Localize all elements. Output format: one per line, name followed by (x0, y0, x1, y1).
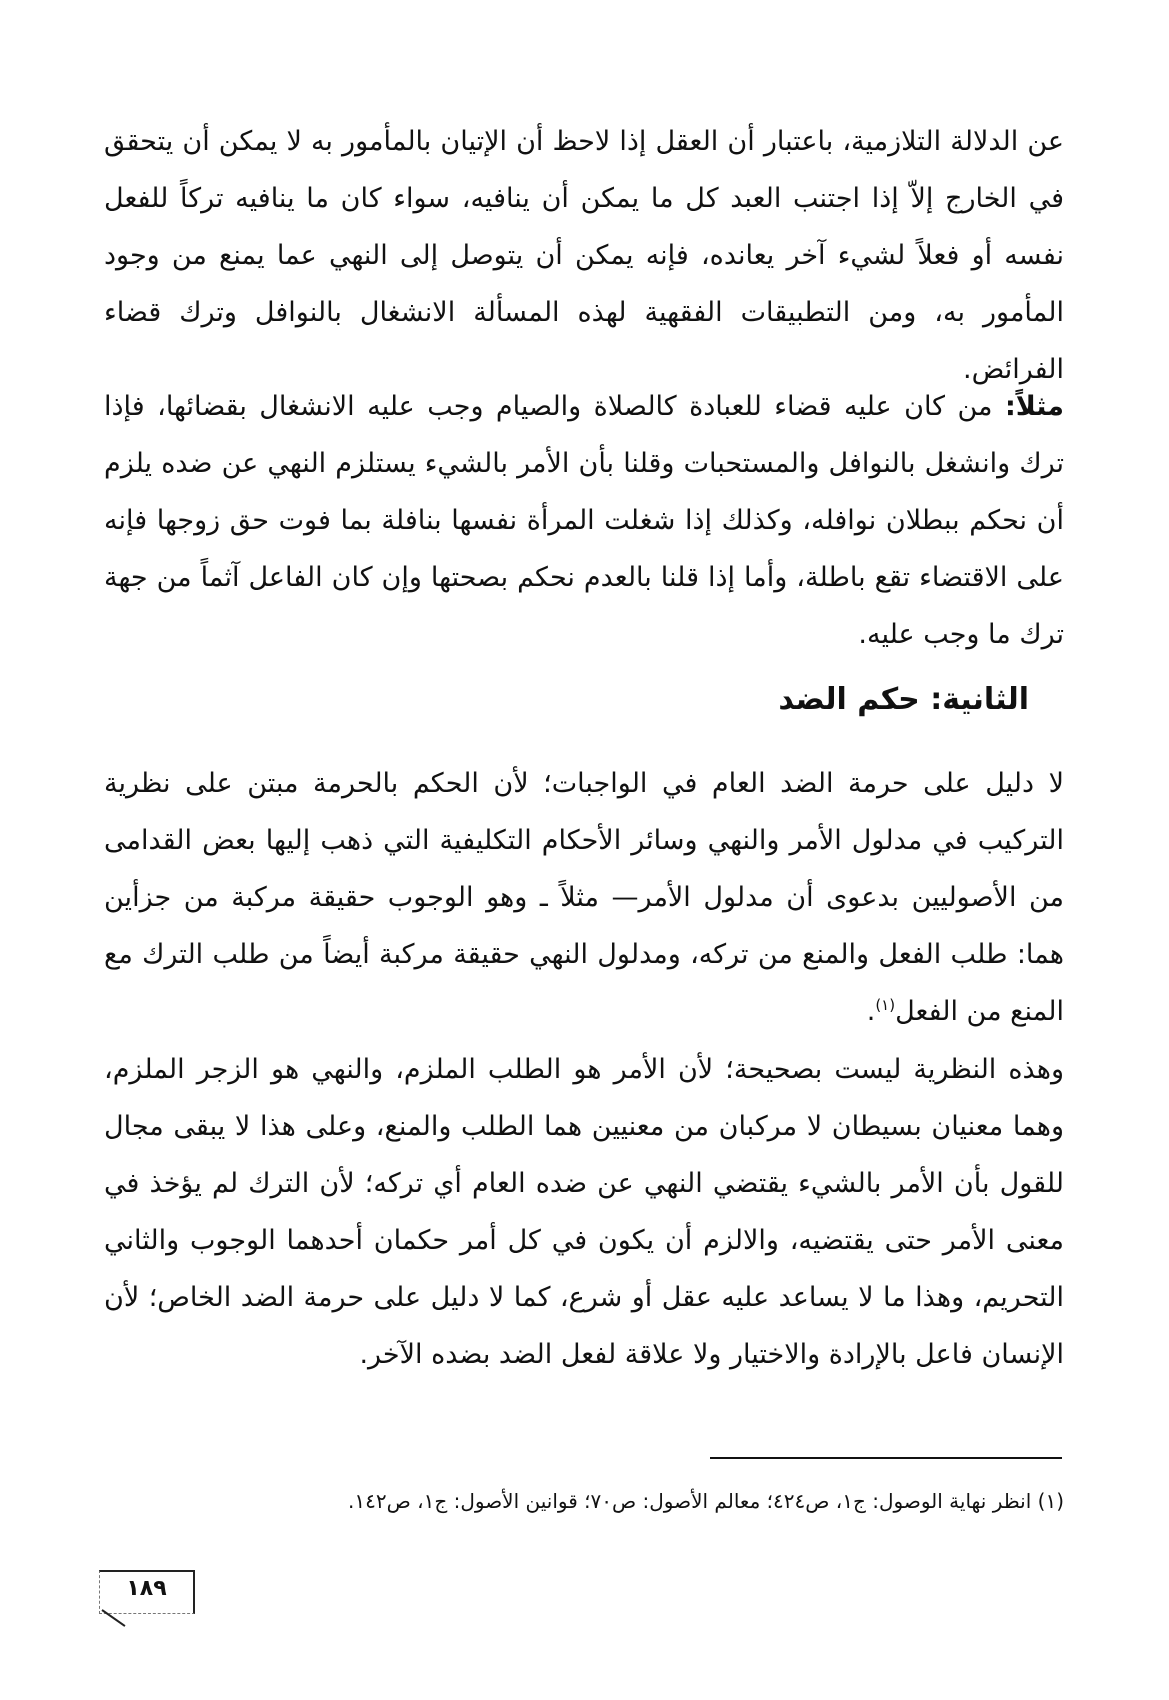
body-paragraph (104, 113, 1064, 398)
footnote-reference[interactable]: (١) (875, 996, 896, 1014)
body-paragraph (104, 1041, 1064, 1383)
footnote: (١) انظر نهاية الوصول: ج١، ص٤٢٤؛ معالم الأصول: ص٧٠؛ قوانين الأصول: ج١، ص١٤٢. (347, 1489, 1064, 1513)
paragraph-end-mark: . (866, 996, 876, 1027)
page-number-frame (99, 1570, 195, 1614)
footnote-divider (710, 1457, 1062, 1459)
page-corner-mark (101, 1609, 125, 1627)
paragraph-text: عن الدلالة التلازمية، باعتبار أن العقل إذا لاحظ أن الإتيان بالمأمور به لا يمكن أن يتحقق في الخارج إلاّ إذا اجتنب العبد كل ما يمكن أن ينافيه، سواء كان ما ينافيه تركاً للفعل نفسه أو فعلاً لشيء آخر يعانده، فإنه يمكن أن يتوصل إلى النهي عما يمنع من وجود المأمور به، ومن التطبيقات الفقهية لهذه المسألة الانشغال بالنوافل وترك قضاء الفرائض. (104, 126, 1064, 385)
paragraph-text: من كان عليه قضاء للعبادة كالصلاة والصيام وجب عليه الانشغال بقضائها، فإذا ترك وانشغل بالنوافل والمستحبات وقلنا بأن الأمر بالشيء يستلزم النهي عن ضده يلزم أن نحكم ببطلان نوافله، وكذلك إذا شغلت المرأة نفسها بنافلة بما فوت حق زوجها فإنه على الاقتضاء تقع باطلة، وأما إذا قلنا بالعدم نحكم بصحتها وإن كان الفاعل آثماً من جهة ترك ما وجب عليه. (104, 391, 1064, 650)
example-lead: مثلاً: (1004, 391, 1064, 422)
body-paragraph (104, 755, 1064, 1040)
page-number: ١٨٩ (126, 1576, 167, 1601)
paragraph-text: وهذه النظرية ليست بصحيحة؛ لأن الأمر هو الطلب الملزم، والنهي هو الزجر الملزم، وهما معنيان بسيطان لا مركبان من معنيين هما الطلب والمنع، وعلى هذا لا يبقى مجال للقول بأن الأمر بالشيء يقتضي النهي عن ضده العام أي تركه؛ لأن الترك لم يؤخذ في معنى الأمر حتى يقتضيه، والالزم أن يكون في كل أمر حكمان أحدهما الوجوب والثاني التحريم، وهذا ما لا يساعد عليه عقل أو شرع، كما لا دليل على حرمة الضد الخاص؛ لأن الإنسان فاعل بالإرادة والاختيار ولا علاقة لفعل الضد بضده الآخر. (104, 1054, 1064, 1370)
example-paragraph (104, 378, 1064, 663)
paragraph-text: لا دليل على حرمة الضد العام في الواجبات؛ لأن الحكم بالحرمة مبتن على نظرية التركيب في مدلول الأمر والنهي وسائر الأحكام التكليفية التي ذهب إليها بعض القدامى من الأصوليين بدعوى أن مدلول الأمر— مثلاً ـ وهو الوجوب حقيقة مركبة من جزأين هما: طلب الفعل والمنع من تركه، ومدلول النهي حقيقة مركبة أيضاً من طلب الترك مع المنع من الفعل (104, 768, 1064, 1027)
section-heading: الثانية: حكم الضد (778, 682, 1029, 717)
